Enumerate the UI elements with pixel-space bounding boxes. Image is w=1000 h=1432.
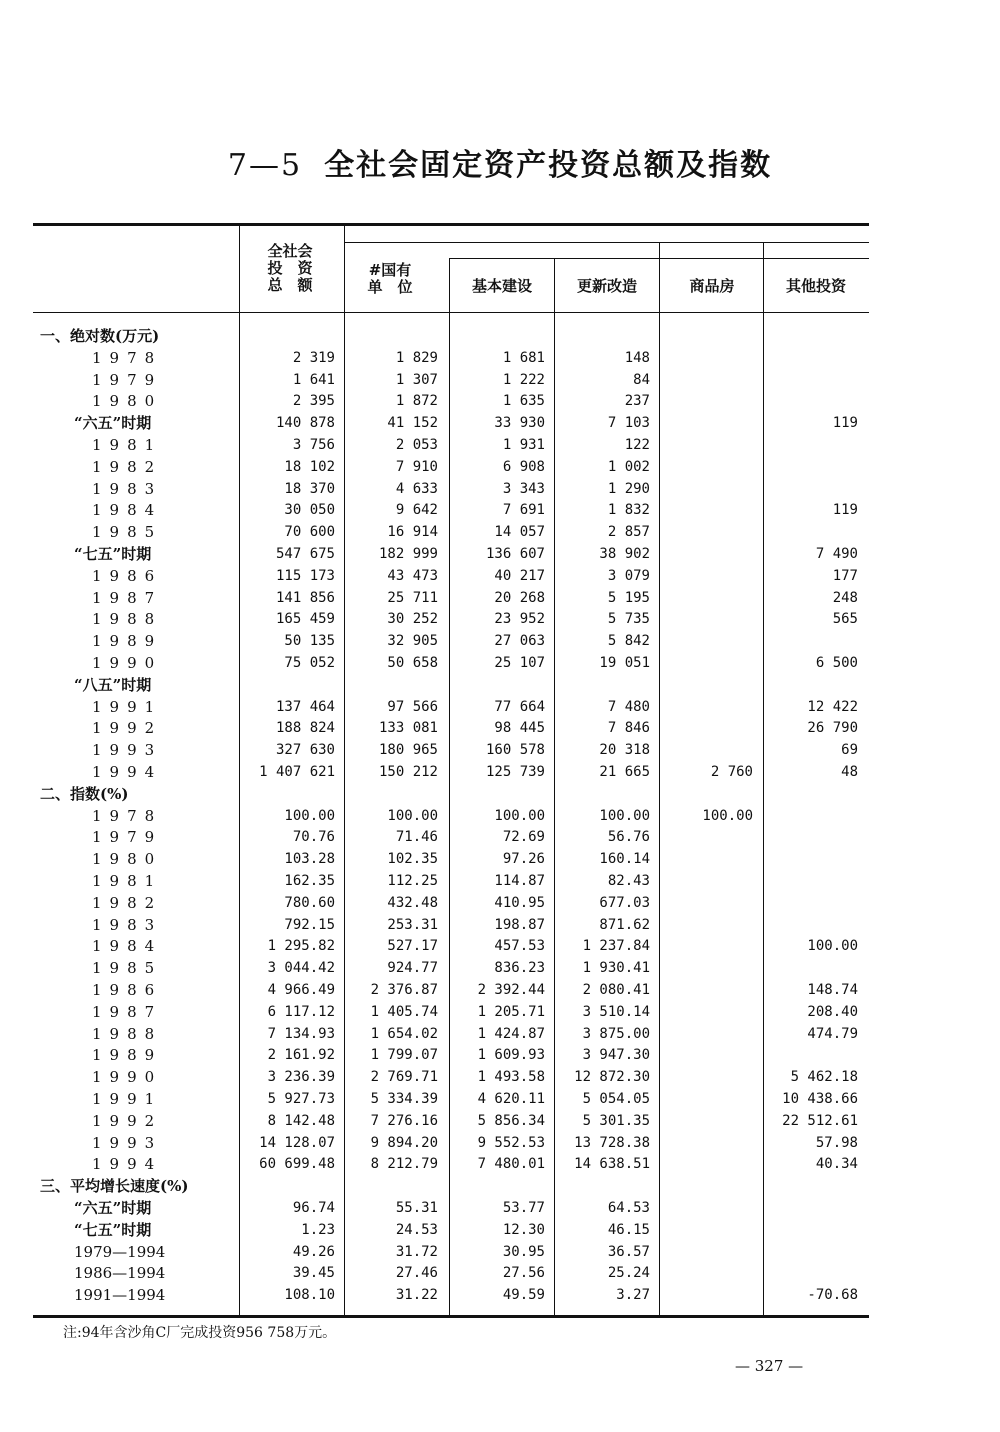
row-cell: 2 769.71 bbox=[370, 1069, 438, 1086]
table-row bbox=[0, 806, 1000, 828]
row-cell: 30 050 bbox=[284, 502, 335, 519]
header-basic-construction: 基本建设 bbox=[471, 277, 532, 295]
row-label: 1984 bbox=[92, 501, 163, 520]
row-label: 1989 bbox=[92, 1046, 163, 1065]
row-cell: 26 790 bbox=[807, 720, 858, 737]
row-cell: 82.43 bbox=[607, 873, 650, 889]
row-cell: 2 857 bbox=[607, 524, 650, 541]
row-cell: 1 681 bbox=[502, 349, 545, 366]
row-cell: 115 173 bbox=[275, 567, 335, 584]
table-row bbox=[0, 435, 1000, 457]
row-cell: 30 252 bbox=[387, 611, 438, 628]
row-cell: 32 905 bbox=[387, 633, 438, 650]
table-row bbox=[0, 740, 1000, 762]
row-cell: 48 bbox=[841, 764, 858, 780]
row-cell: 5 842 bbox=[607, 633, 650, 650]
table-row bbox=[0, 522, 1000, 544]
row-cell: 1 205.71 bbox=[477, 1003, 545, 1020]
table-row bbox=[0, 391, 1000, 413]
table-row bbox=[0, 1263, 1000, 1285]
row-cell: 40.34 bbox=[815, 1156, 858, 1173]
header-sub-rule bbox=[449, 258, 869, 259]
row-cell: 125 739 bbox=[485, 764, 545, 780]
table-row bbox=[0, 675, 1000, 697]
header-state-units: #国有 单 位 bbox=[367, 261, 413, 296]
row-label: 1980 bbox=[92, 392, 163, 411]
row-cell: 7 910 bbox=[395, 458, 438, 475]
row-label: 1981 bbox=[92, 436, 163, 454]
table-row bbox=[0, 1133, 1000, 1155]
table-row bbox=[0, 958, 1000, 980]
header-bottom-rule bbox=[33, 312, 869, 313]
row-cell: 97.26 bbox=[502, 851, 545, 868]
row-cell: 41 152 bbox=[387, 415, 438, 432]
header-other-investment: 其他投资 bbox=[785, 277, 846, 295]
row-cell: 97 566 bbox=[387, 698, 438, 715]
table-row bbox=[0, 1045, 1000, 1067]
row-label: 1991 bbox=[92, 697, 163, 716]
row-cell: 2 319 bbox=[292, 349, 335, 366]
row-cell: 1 930.41 bbox=[582, 960, 650, 977]
footnote: 注:94年含沙角C厂完成投资956 758万元。 bbox=[63, 1325, 337, 1341]
table-row bbox=[0, 588, 1000, 610]
table-row bbox=[0, 544, 1000, 566]
row-cell: 1 654.02 bbox=[370, 1025, 438, 1042]
row-cell: 84 bbox=[633, 371, 650, 388]
header-commercial-housing: 商品房 bbox=[689, 277, 735, 295]
row-label: 1988 bbox=[92, 610, 163, 629]
row-cell: 1 290 bbox=[607, 480, 650, 497]
row-cell: 150 212 bbox=[378, 764, 438, 780]
table-row bbox=[0, 980, 1000, 1002]
row-cell: 39.45 bbox=[292, 1265, 335, 1282]
row-label: 1992 bbox=[92, 719, 163, 738]
row-cell: 6 908 bbox=[502, 458, 545, 475]
row-cell: 1 222 bbox=[502, 371, 545, 388]
row-cell: 1 307 bbox=[395, 371, 438, 388]
table-row bbox=[0, 849, 1000, 871]
header-renovation: 更新改造 bbox=[576, 277, 637, 295]
table-row bbox=[0, 1024, 1000, 1046]
row-label: 1980 bbox=[92, 850, 163, 869]
row-cell: 1 829 bbox=[395, 349, 438, 366]
row-cell: 119 bbox=[832, 502, 858, 519]
row-label: 1982 bbox=[92, 457, 163, 476]
row-cell: 70 600 bbox=[284, 524, 335, 541]
row-label: 1994 bbox=[92, 763, 163, 781]
row-label: 1979 bbox=[92, 828, 163, 847]
row-cell: 43 473 bbox=[387, 567, 438, 584]
table-row bbox=[0, 718, 1000, 740]
row-cell: 1 237.84 bbox=[582, 938, 650, 955]
row-cell: 16 914 bbox=[387, 524, 438, 541]
row-cell: 160.14 bbox=[599, 851, 650, 868]
row-cell: 20 318 bbox=[599, 742, 650, 759]
row-cell: 5 462.18 bbox=[790, 1069, 858, 1086]
row-cell: 64.53 bbox=[607, 1200, 650, 1216]
row-cell: 1 931 bbox=[502, 437, 545, 453]
row-cell: 33 930 bbox=[494, 415, 545, 432]
table-row bbox=[0, 348, 1000, 370]
row-cell: 70.76 bbox=[292, 829, 335, 846]
row-label: 1978 bbox=[92, 806, 163, 825]
table-row bbox=[0, 1154, 1000, 1176]
row-cell: 22 512.61 bbox=[782, 1112, 858, 1129]
row-cell: 133 081 bbox=[378, 720, 438, 737]
row-cell: 19 051 bbox=[599, 655, 650, 671]
row-cell: 7 490 bbox=[815, 546, 858, 562]
table-row bbox=[0, 915, 1000, 937]
table-row bbox=[0, 1002, 1000, 1024]
row-cell: 13 728.38 bbox=[574, 1134, 650, 1151]
table-row bbox=[0, 500, 1000, 522]
table-row bbox=[0, 1067, 1000, 1089]
row-cell: 1 635 bbox=[502, 393, 545, 410]
table-row bbox=[0, 479, 1000, 501]
table-number: 7—5 bbox=[227, 148, 303, 183]
row-cell: 7 480 bbox=[607, 698, 650, 715]
row-cell: 7 480.01 bbox=[477, 1156, 545, 1173]
row-label: 1979—1994 bbox=[74, 1242, 166, 1261]
row-cell: 100.00 bbox=[387, 807, 438, 824]
row-cell: 3 875.00 bbox=[582, 1025, 650, 1042]
row-cell: 5 334.39 bbox=[370, 1091, 438, 1107]
row-cell: 27.56 bbox=[502, 1265, 545, 1282]
row-cell: 780.60 bbox=[284, 894, 335, 911]
row-cell: 30.95 bbox=[502, 1243, 545, 1260]
page-title bbox=[0, 140, 1000, 184]
row-label: “六五”时期 bbox=[74, 414, 152, 433]
row-cell: 1 799.07 bbox=[370, 1047, 438, 1064]
row-cell: 457.53 bbox=[494, 938, 545, 955]
row-cell: 327 630 bbox=[275, 742, 335, 759]
row-cell: 60 699.48 bbox=[259, 1156, 335, 1173]
row-cell: 162.35 bbox=[284, 873, 335, 889]
table-row bbox=[0, 1089, 1000, 1111]
row-cell: 49.26 bbox=[292, 1243, 335, 1260]
row-cell: 31.72 bbox=[395, 1243, 438, 1260]
row-cell: 14 057 bbox=[494, 524, 545, 541]
page-number: — 327 — bbox=[735, 1357, 804, 1375]
row-cell: 3 343 bbox=[502, 480, 545, 497]
row-cell: 1 493.58 bbox=[477, 1069, 545, 1086]
row-cell: 25 107 bbox=[494, 655, 545, 671]
row-cell: 2 392.44 bbox=[477, 982, 545, 998]
row-cell: 1.23 bbox=[301, 1221, 335, 1238]
row-label: 1993 bbox=[92, 741, 163, 760]
row-cell: 72.69 bbox=[502, 829, 545, 846]
row-cell: 12 872.30 bbox=[574, 1069, 650, 1086]
row-cell: 7 134.93 bbox=[267, 1025, 335, 1042]
row-cell: 36.57 bbox=[607, 1243, 650, 1260]
row-cell: 50 658 bbox=[387, 655, 438, 671]
row-cell: 18 102 bbox=[284, 458, 335, 475]
row-cell: 40 217 bbox=[494, 567, 545, 584]
row-cell: 5 856.34 bbox=[477, 1112, 545, 1129]
row-cell: 1 002 bbox=[607, 458, 650, 475]
row-cell: 7 846 bbox=[607, 720, 650, 737]
table-row bbox=[0, 1111, 1000, 1133]
row-cell: 208.40 bbox=[807, 1003, 858, 1020]
row-label: 1988 bbox=[92, 1024, 163, 1043]
row-cell: 7 276.16 bbox=[370, 1112, 438, 1129]
row-cell: 38 902 bbox=[599, 546, 650, 562]
row-label: 1991 bbox=[92, 1090, 163, 1108]
row-cell: 5 927.73 bbox=[267, 1091, 335, 1107]
row-cell: 1 832 bbox=[607, 502, 650, 519]
row-label: 1981 bbox=[92, 872, 163, 890]
row-cell: 25.24 bbox=[607, 1265, 650, 1282]
row-cell: 182 999 bbox=[378, 546, 438, 562]
row-label: 二、指数(%) bbox=[40, 784, 129, 803]
row-cell: -70.68 bbox=[807, 1287, 858, 1304]
table-bottom-rule bbox=[33, 1315, 869, 1318]
table-row bbox=[0, 609, 1000, 631]
row-cell: 180 965 bbox=[378, 742, 438, 759]
row-cell: 7 103 bbox=[607, 415, 650, 432]
row-cell: 677.03 bbox=[599, 894, 650, 911]
row-cell: 148 bbox=[624, 349, 650, 366]
row-label: 1985 bbox=[92, 523, 163, 542]
row-cell: 55.31 bbox=[395, 1200, 438, 1216]
row-label: “六五”时期 bbox=[74, 1199, 152, 1217]
row-cell: 122 bbox=[624, 437, 650, 453]
row-cell: 237 bbox=[624, 393, 650, 410]
row-cell: 100.00 bbox=[807, 938, 858, 955]
row-cell: 14 638.51 bbox=[574, 1156, 650, 1173]
row-label: 1992 bbox=[92, 1111, 163, 1130]
row-label: 1987 bbox=[92, 1002, 163, 1021]
row-cell: 165 459 bbox=[275, 611, 335, 628]
row-cell: 56.76 bbox=[607, 829, 650, 846]
row-label: “七五”时期 bbox=[74, 1220, 152, 1239]
table-row bbox=[0, 697, 1000, 719]
row-cell: 1 407 621 bbox=[259, 764, 335, 780]
row-label: 1990 bbox=[92, 654, 163, 672]
row-cell: 1 872 bbox=[395, 393, 438, 410]
row-cell: 248 bbox=[832, 589, 858, 606]
row-cell: 4 966.49 bbox=[267, 982, 335, 998]
row-cell: 474.79 bbox=[807, 1025, 858, 1042]
row-cell: 5 195 bbox=[607, 589, 650, 606]
row-label: 1987 bbox=[92, 588, 163, 607]
row-cell: 20 268 bbox=[494, 589, 545, 606]
row-cell: 547 675 bbox=[275, 546, 335, 562]
row-cell: 103.28 bbox=[284, 851, 335, 868]
row-cell: 2 053 bbox=[395, 437, 438, 453]
row-label: 1978 bbox=[92, 348, 163, 367]
row-cell: 12 422 bbox=[807, 698, 858, 715]
row-label: 1985 bbox=[92, 959, 163, 978]
header-total: 全社会 投 资 总 额 bbox=[267, 242, 313, 294]
row-cell: 3 079 bbox=[607, 567, 650, 584]
table-row bbox=[0, 827, 1000, 849]
row-cell: 410.95 bbox=[494, 894, 545, 911]
row-cell: 9 552.53 bbox=[477, 1134, 545, 1151]
row-label: 1979 bbox=[92, 370, 163, 389]
row-cell: 98 445 bbox=[494, 720, 545, 737]
row-cell: 31.22 bbox=[395, 1287, 438, 1304]
row-cell: 4 620.11 bbox=[477, 1091, 545, 1107]
row-cell: 137 464 bbox=[275, 698, 335, 715]
row-cell: 71.46 bbox=[395, 829, 438, 846]
row-cell: 5 735 bbox=[607, 611, 650, 628]
row-cell: 7 691 bbox=[502, 502, 545, 519]
row-cell: 2 760 bbox=[710, 764, 753, 780]
row-cell: 12.30 bbox=[502, 1221, 545, 1238]
row-cell: 1 641 bbox=[292, 371, 335, 388]
row-cell: 253.31 bbox=[387, 916, 438, 933]
row-label: 1983 bbox=[92, 915, 163, 934]
row-cell: 148.74 bbox=[807, 982, 858, 998]
row-cell: 75 052 bbox=[284, 655, 335, 671]
row-cell: 136 607 bbox=[485, 546, 545, 562]
row-label: 1990 bbox=[92, 1068, 163, 1087]
row-cell: 2 080.41 bbox=[582, 982, 650, 998]
row-cell: 69 bbox=[841, 742, 858, 759]
table-row bbox=[0, 936, 1000, 958]
row-label: 1983 bbox=[92, 479, 163, 498]
row-label: “七五”时期 bbox=[74, 545, 152, 563]
row-label: 1993 bbox=[92, 1133, 163, 1152]
row-label: 1986 bbox=[92, 566, 163, 585]
row-cell: 871.62 bbox=[599, 916, 650, 933]
table-row bbox=[0, 784, 1000, 806]
row-cell: 10 438.66 bbox=[782, 1091, 858, 1107]
table-row bbox=[0, 893, 1000, 915]
row-cell: 1 295.82 bbox=[267, 938, 335, 955]
table-row bbox=[0, 1220, 1000, 1242]
row-cell: 77 664 bbox=[494, 698, 545, 715]
row-cell: 102.35 bbox=[387, 851, 438, 868]
row-cell: 9 642 bbox=[395, 502, 438, 519]
row-cell: 8 142.48 bbox=[267, 1112, 335, 1129]
row-cell: 14 128.07 bbox=[259, 1134, 335, 1151]
row-label: 一、绝对数(万元) bbox=[40, 327, 160, 345]
row-cell: 119 bbox=[832, 415, 858, 432]
row-cell: 100.00 bbox=[599, 807, 650, 824]
table-row bbox=[0, 871, 1000, 893]
row-cell: 57.98 bbox=[815, 1134, 858, 1151]
row-cell: 3.27 bbox=[616, 1287, 650, 1304]
row-cell: 24.53 bbox=[395, 1221, 438, 1238]
row-cell: 792.15 bbox=[284, 916, 335, 933]
table-row bbox=[0, 762, 1000, 784]
row-cell: 50 135 bbox=[284, 633, 335, 650]
row-cell: 3 236.39 bbox=[267, 1069, 335, 1086]
row-cell: 3 756 bbox=[292, 437, 335, 453]
row-cell: 1 609.93 bbox=[477, 1047, 545, 1064]
row-cell: 18 370 bbox=[284, 480, 335, 497]
row-cell: 4 633 bbox=[395, 480, 438, 497]
row-label: 1994 bbox=[92, 1155, 163, 1174]
row-cell: 23 952 bbox=[494, 611, 545, 628]
row-cell: 27.46 bbox=[395, 1265, 438, 1282]
row-cell: 198.87 bbox=[494, 916, 545, 933]
row-cell: 2 395 bbox=[292, 393, 335, 410]
row-cell: 5 301.35 bbox=[582, 1112, 650, 1129]
row-label: 1991—1994 bbox=[74, 1286, 166, 1305]
row-label: 三、平均增长速度(%) bbox=[40, 1177, 189, 1196]
row-cell: 2 376.87 bbox=[370, 982, 438, 998]
row-label: “八五”时期 bbox=[74, 675, 152, 694]
row-cell: 112.25 bbox=[387, 873, 438, 889]
row-label: 1982 bbox=[92, 893, 163, 912]
row-cell: 46.15 bbox=[607, 1221, 650, 1238]
table-row bbox=[0, 631, 1000, 653]
table-row bbox=[0, 457, 1000, 479]
row-cell: 53.77 bbox=[502, 1200, 545, 1216]
table-row bbox=[0, 566, 1000, 588]
row-cell: 432.48 bbox=[387, 894, 438, 911]
row-label: 1986 bbox=[92, 981, 163, 999]
row-cell: 25 711 bbox=[387, 589, 438, 606]
row-cell: 1 405.74 bbox=[370, 1003, 438, 1020]
row-cell: 2 161.92 bbox=[267, 1047, 335, 1064]
row-cell: 1 424.87 bbox=[477, 1025, 545, 1042]
row-cell: 188 824 bbox=[275, 720, 335, 737]
row-cell: 6 117.12 bbox=[267, 1003, 335, 1020]
table-row bbox=[0, 326, 1000, 348]
table-row bbox=[0, 1285, 1000, 1307]
row-cell: 114.87 bbox=[494, 873, 545, 889]
row-cell: 3 510.14 bbox=[582, 1003, 650, 1020]
row-cell: 3 044.42 bbox=[267, 960, 335, 977]
row-cell: 140 878 bbox=[275, 415, 335, 432]
row-cell: 3 947.30 bbox=[582, 1047, 650, 1064]
table-top-rule bbox=[33, 223, 869, 226]
row-cell: 27 063 bbox=[494, 633, 545, 650]
row-cell: 100.00 bbox=[284, 807, 335, 824]
row-cell: 108.10 bbox=[284, 1287, 335, 1304]
header-span-rule bbox=[344, 242, 869, 243]
row-cell: 100.00 bbox=[702, 807, 753, 824]
row-cell: 96.74 bbox=[292, 1200, 335, 1216]
table-row bbox=[0, 370, 1000, 392]
row-cell: 5 054.05 bbox=[582, 1091, 650, 1107]
row-cell: 565 bbox=[832, 611, 858, 628]
row-cell: 177 bbox=[832, 567, 858, 584]
row-cell: 9 894.20 bbox=[370, 1134, 438, 1151]
row-cell: 141 856 bbox=[275, 589, 335, 606]
row-cell: 527.17 bbox=[387, 938, 438, 955]
row-label: 1984 bbox=[92, 937, 163, 956]
row-cell: 6 500 bbox=[815, 655, 858, 671]
table-row bbox=[0, 1198, 1000, 1220]
row-label: 1989 bbox=[92, 632, 163, 651]
table-title: 全社会固定资产投资总额及指数 bbox=[324, 148, 773, 183]
row-cell: 160 578 bbox=[485, 742, 545, 759]
row-label: 1986—1994 bbox=[74, 1264, 166, 1283]
row-cell: 8 212.79 bbox=[370, 1156, 438, 1173]
table-row bbox=[0, 1176, 1000, 1198]
table-row bbox=[0, 413, 1000, 435]
row-cell: 836.23 bbox=[494, 960, 545, 977]
row-cell: 924.77 bbox=[387, 960, 438, 977]
table-row bbox=[0, 653, 1000, 675]
row-cell: 49.59 bbox=[502, 1287, 545, 1304]
row-cell: 100.00 bbox=[494, 807, 545, 824]
row-cell: 21 665 bbox=[599, 764, 650, 780]
table-row bbox=[0, 1242, 1000, 1264]
